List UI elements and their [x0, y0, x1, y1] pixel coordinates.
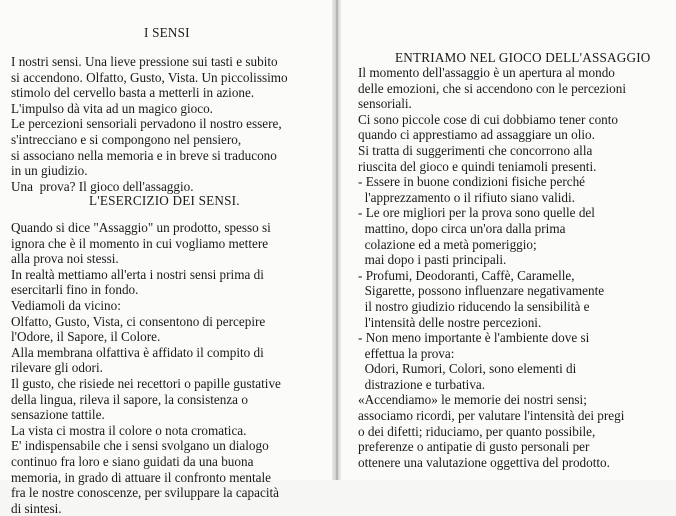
text-line: Quando si dice "Assaggio" un prodotto, spesso si	[11, 220, 271, 235]
text-line: associamo ricordi, per valutare l'intensità dei pregi	[358, 408, 625, 424]
text-line: Sigarette, possono influenzare negativamente	[358, 283, 605, 299]
text-line: delle emozioni, che si accendono con le percezioni	[358, 80, 627, 96]
text-line: Il gusto, che risiede nei recettori o papille gustative	[11, 375, 281, 391]
text-line: si associano nella memoria e in breve si traducono	[11, 147, 277, 163]
text-line: Le percezioni sensoriali pervadono il nostro essere,	[11, 116, 282, 132]
text-line: Ci sono piccole cose di cui dobbiamo tener conto	[358, 111, 619, 127]
text-line: effettua la prova:	[358, 345, 455, 361]
text-line: Olfatto, Gusto, Vista, ci consentono di percepire	[11, 313, 266, 329]
text-line: Una prova? Il gioco dell'assaggio.	[11, 178, 194, 194]
list-item: - Le ore migliori per la prova sono quelle del	[358, 205, 595, 221]
right-page-title: ENTRIAMO NEL GIOCO DELL'ASSAGGIO	[395, 50, 651, 65]
text-line: continuo fra loro e siano guidati da una buona	[11, 453, 254, 469]
text-line: si accendono. Olfatto, Gusto, Vista. Un piccolissimo	[11, 69, 288, 85]
text-line: stimolo del cervello basta a metterli in azione.	[11, 85, 255, 101]
text-line: ottenere una valutazione oggettiva del prodotto.	[358, 454, 610, 470]
intro-paragraph	[11, 54, 288, 194]
text-line: o dei difetti; riduciamo, per quanto possibile,	[358, 423, 596, 439]
section-paragraph	[11, 220, 281, 516]
text-line: memoria, in grado di attuare il confronto mentale	[11, 469, 271, 485]
left-page-title: I SENSI	[144, 25, 190, 40]
text-line: l'apprezzamento o il rifiuto siano validi.	[358, 189, 575, 205]
text-line: ignora che è il momento in cui vogliamo mettere	[11, 235, 269, 251]
text-line: Odori, Rumori, Colori, sono elementi di	[358, 361, 577, 377]
text-line: mattino, dopo circa un'ora dalla prima	[358, 220, 566, 236]
text-line: I nostri sensi. Una lieve pressione sui tasti e subito	[11, 54, 278, 69]
list-item: - Non meno importante è l'ambiente dove si	[358, 330, 590, 346]
list-item: - Essere in buone condizioni fisiche perché	[358, 174, 586, 190]
text-line: Si tratta di suggerimenti che concorrono alla	[358, 142, 593, 158]
text-line: della lingua, rileva il sapore, la consistenza o	[11, 391, 248, 407]
text-line: In realtà mettiamo all'erta i nostri sensi prima di	[11, 266, 264, 282]
text-line: alla prova noi stessi.	[11, 251, 119, 267]
text-line: rilevare gli odori.	[11, 360, 103, 376]
text-line: La vista ci mostra il colore o nota cromatica.	[11, 422, 247, 438]
text-line: il nostro giudizio riducendo la sensibilità e	[358, 298, 590, 314]
text-line: quando ci apprestiamo ad assaggiare un olio.	[358, 127, 595, 143]
section-title: L'ESERCIZIO DEI SENSI.	[89, 193, 240, 208]
text-line: Il momento dell'assaggio è un apertura al mondo	[358, 65, 615, 80]
text-line: sensoriali.	[358, 96, 412, 112]
text-line: fra le nostre conoscenze, per sviluppare la capacità	[11, 485, 280, 501]
text-line: sensazione tattile.	[11, 407, 105, 423]
right-page-body	[358, 65, 626, 470]
text-line: esercitarli fino in fondo.	[11, 282, 139, 298]
text-line: riuscita del gioco e quindi teniamoli presenti.	[358, 158, 597, 174]
text-line: di sintesi.	[11, 500, 62, 516]
text-line: s'intrecciano e si compongono nel pensiero,	[11, 131, 242, 147]
text-line: «Accendiamo» le memorie dei nostri sensi;	[358, 392, 587, 408]
text-line: Alla membrana olfattiva è affidato il compito di	[11, 344, 264, 360]
text-line: colazione ed a metà pomeriggio;	[358, 236, 537, 252]
text-line: E' indispensabile che i sensi svolgano un dialogo	[11, 438, 269, 454]
book-gutter	[332, 0, 341, 480]
text-line: L'impulso dà vita ad un magico gioco.	[11, 100, 213, 116]
text-line: mai dopo i pasti principali.	[358, 252, 507, 268]
text-line: l'intensità delle nostre percezioni.	[358, 314, 542, 330]
text-line: preferenze o antipatie di gusto personali per	[358, 439, 590, 455]
text-line: Vediamoli da vicino:	[11, 297, 121, 313]
text-line: l'Odore, il Sapore, il Colore.	[11, 329, 161, 345]
list-item: - Profumi, Deodoranti, Caffè, Caramelle,	[358, 267, 575, 283]
text-line: distrazione e turbativa.	[358, 376, 486, 392]
text-line: in un giudizio.	[11, 163, 88, 179]
